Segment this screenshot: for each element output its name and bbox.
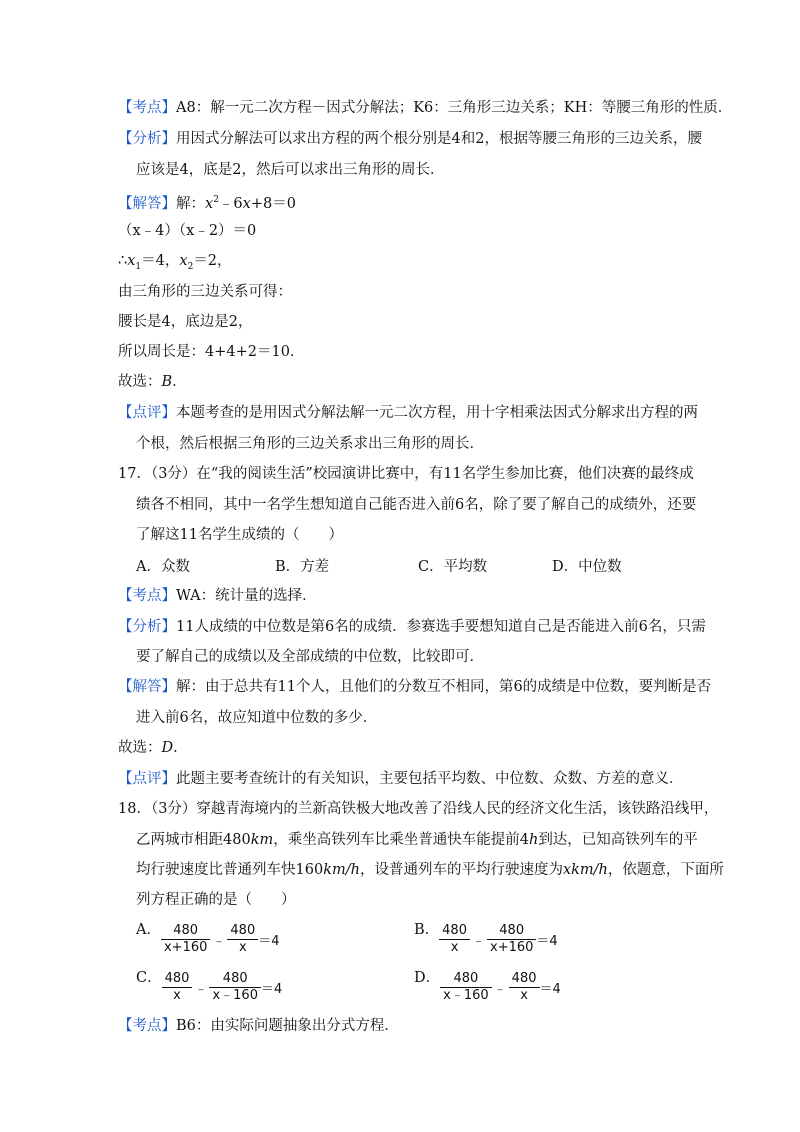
denominator: x+160 [490, 940, 534, 955]
fraction-equation [439, 923, 558, 956]
line-text: ，乘坐高铁列车比乘坐普通快车能提前4 [273, 832, 529, 848]
rhs: ＝4 [536, 934, 558, 949]
factored-equation [118, 221, 256, 241]
line-text: ，依题意，下面所 [607, 862, 724, 878]
fraction [509, 971, 540, 1004]
denominator: x [450, 940, 459, 955]
fraction-equation [161, 923, 280, 956]
solution-line [118, 312, 252, 332]
dianping-line-16 [118, 403, 698, 423]
answer-letter: D [161, 740, 174, 756]
line-text: 均行驶速度比普通列车快160 [136, 862, 324, 878]
line-text: 了解这11名学生成绩的（ ） [136, 527, 343, 543]
question-18-stem-cont [136, 890, 296, 910]
jieda-line-17 [118, 677, 711, 697]
denominator: x+160 [163, 940, 208, 955]
numerator: 480 [439, 923, 470, 940]
fraction [227, 923, 258, 956]
line-text: 绩各不相同，其中一名学生想知道自己能否进入前6名，除了要了解自己的成绩外，还要 [136, 497, 697, 513]
jieda-line-16 [118, 190, 296, 214]
line-text: ﹣6 [218, 195, 243, 212]
denominator: x [173, 988, 181, 1003]
solution-line [118, 282, 292, 302]
line-text: 故选： [118, 374, 162, 390]
tag-fenxi: 【分析】 [118, 131, 176, 147]
fenxi-line-17-cont [136, 647, 484, 667]
tag-dianping: 【点评】 [118, 405, 176, 421]
line-text: 18．（3分）穿越青海境内的兰新高铁极大地改善了沿线人民的经济文化生活，该铁路沿线甲， [118, 801, 719, 817]
line-text: ＝4， [141, 253, 180, 269]
operator: ﹣ [471, 934, 485, 949]
dianping-line-16-cont [136, 434, 484, 454]
tag-jieda: 【解答】 [118, 679, 176, 695]
option-label: A． [136, 922, 161, 938]
unit: km [250, 832, 274, 848]
numerator: 480 [209, 971, 261, 988]
solution-line [118, 342, 304, 362]
numerator: 480 [440, 971, 492, 988]
var-x: x [242, 195, 251, 212]
denominator: x﹣160 [443, 988, 489, 1003]
tag-kaodian: 【考点】 [118, 588, 176, 604]
line-text: 11人成绩的中位数是第6名的成绩．参赛选手要想知道自己是否能进入前6名，只需 [176, 619, 706, 635]
q18-option-d [414, 966, 561, 1004]
fraction [439, 923, 470, 956]
subscript: 2 [187, 261, 194, 272]
unit: h [528, 832, 539, 848]
line-text: 故选： [118, 740, 162, 756]
fraction [162, 971, 193, 1004]
answer-line-17 [118, 738, 188, 758]
line-text: WA：统计量的选择． [176, 588, 317, 604]
tag-dianping: 【点评】 [118, 771, 176, 787]
line-text: 解： [176, 195, 205, 212]
line-text: 进入前6名，故应知道中位数的多少． [136, 710, 378, 726]
rhs: ＝4 [539, 982, 561, 997]
unit: km/h [323, 862, 360, 878]
line-text: 由三角形的三边关系可得： [118, 284, 292, 300]
denominator: x [520, 988, 528, 1003]
fraction [487, 923, 536, 956]
numerator: 480 [509, 971, 540, 988]
numerator: 480 [487, 923, 536, 940]
rhs: ＝4 [260, 982, 283, 997]
tag-kaodian: 【考点】 [118, 1018, 176, 1034]
line-text: ． [173, 740, 188, 756]
line-text: 要了解自己的成绩以及全部成绩的中位数，比较即可． [136, 649, 484, 665]
answer-line-16 [118, 372, 187, 392]
denominator: x﹣160 [212, 988, 258, 1003]
line-text: ，设普通列车的平均行驶速度为 [359, 862, 563, 878]
question-17-stem-cont [136, 525, 343, 545]
tag-kaodian: 【考点】 [118, 100, 176, 116]
fraction-equation [162, 971, 283, 1004]
line-text: 此题主要考查统计的有关知识，主要包括平均数、中位数、众数、方差的意义． [176, 771, 684, 787]
line-text: 列方程正确的是（ ） [136, 892, 296, 908]
option-label: C． [136, 970, 162, 986]
q17-option-b: B．方差 [275, 559, 330, 575]
q18-option-c [136, 966, 282, 1004]
line-text: 腰长是4，底边是2， [118, 314, 253, 330]
fenxi-line-17 [118, 617, 706, 637]
line-text: +8＝0 [250, 195, 296, 212]
line-text: ． [172, 374, 187, 390]
fraction [209, 971, 261, 1004]
question-18-stem [118, 799, 718, 819]
fraction-equation [440, 971, 561, 1004]
var-x: x [205, 195, 214, 212]
dianping-line-17 [118, 769, 684, 789]
kaodian-line-16 [118, 98, 732, 118]
operator: ﹣ [493, 982, 507, 997]
q17-option-d: D．中位数 [552, 559, 622, 575]
rhs: ＝4 [258, 934, 280, 949]
q17-option-a: A．众数 [136, 559, 190, 575]
line-text: 所以周长是：4+4+2＝10． [118, 344, 305, 360]
numerator: 480 [227, 923, 258, 940]
fenxi-line-16 [118, 129, 702, 149]
kaodian-line-17 [118, 586, 317, 606]
numerator: 480 [162, 971, 193, 988]
var-x: x [179, 253, 188, 269]
denominator: x [238, 940, 247, 955]
line-text: （x﹣4）（x﹣2）＝0 [118, 223, 257, 239]
tag-fenxi: 【分析】 [118, 619, 176, 635]
operator: ﹣ [212, 934, 226, 949]
subscript: 1 [135, 261, 142, 272]
therefore-symbol: ∴ [118, 253, 128, 269]
var-x: x [127, 253, 136, 269]
numerator: 480 [161, 923, 210, 940]
q18-option-a [136, 918, 280, 956]
line-text: B6：由实际问题抽象出分式方程． [176, 1018, 399, 1034]
tag-jieda: 【解答】 [118, 195, 176, 212]
q17-option-c: C．平均数 [418, 559, 488, 575]
option-label: D． [414, 970, 441, 986]
line-text: 个根，然后根据三角形的三边关系求出三角形的周长． [136, 436, 484, 452]
question-18-stem-cont [136, 860, 724, 880]
fenxi-line-16-cont [136, 160, 444, 180]
answer-letter: B [161, 374, 173, 390]
exponent: 2 [213, 195, 219, 205]
fraction [161, 923, 210, 956]
jieda-line-17-cont [136, 708, 377, 728]
line-text: ＝2， [193, 253, 232, 269]
unit: xkm/h [562, 862, 608, 878]
question-18-stem-cont [136, 830, 698, 850]
line-text: 用因式分解法可以求出方程的两个根分别是4和2，根据等腰三角形的三边关系，腰 [176, 131, 702, 147]
line-text: 到达，已知高铁列车的平 [538, 832, 698, 848]
q18-option-b [414, 918, 558, 956]
kaodian-line-18 [118, 1016, 399, 1036]
line-text: 17．（3分）在“我的阅读生活”校园演讲比赛中，有11名学生参加比赛，他们决赛的最终成 [118, 466, 694, 482]
option-label: B． [414, 922, 440, 938]
question-17-stem [118, 464, 694, 484]
line-text: 解：由于总共有11个人，且他们的分数互不相同，第6的成绩是中位数，要判断是否 [176, 679, 712, 695]
question-17-stem-cont [136, 495, 696, 515]
line-text: 应该是4，底是2，然后可以求出三角形的周长． [136, 162, 445, 178]
line-text: 乙两城市相距480 [136, 832, 251, 848]
operator: ﹣ [194, 982, 208, 997]
line-text: 本题考查的是用因式分解法解一元二次方程，用十字相乘法因式分解求出方程的两 [176, 405, 698, 421]
fraction [440, 971, 492, 1004]
roots-line [118, 251, 232, 277]
line-text: A8：解一元二次方程－因式分解法；K6：三角形三边关系；KH：等腰三角形的性质． [176, 100, 733, 116]
